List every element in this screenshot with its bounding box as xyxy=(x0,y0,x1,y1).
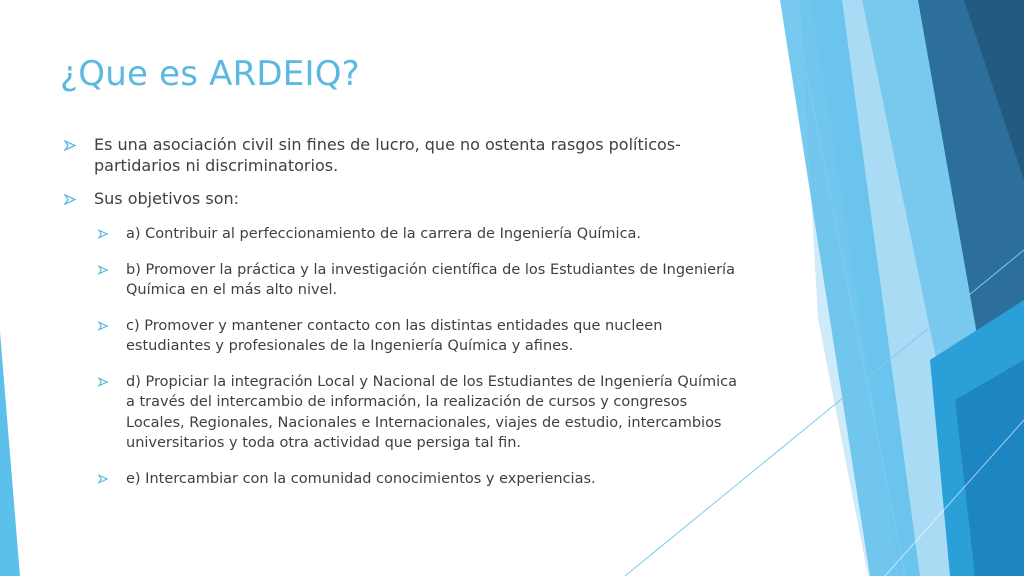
bullet-text: a) Contribuir al perfeccionamiento de la carrera de Ingeniería Química. xyxy=(126,226,642,242)
bullet-text: Sus objetivos son: xyxy=(94,189,240,208)
bullet-text: d) Propiciar la integración Local y Nacional de los Estudiantes de Ingeniería Química a través del intercambio de información, la realización de cursos y congresos Locales, Regionales, Nacionales e Internacionales, viajes de estudio, intercambios universitarios y toda otra actividad que persiga tal fin. xyxy=(126,373,737,451)
bullet-item xyxy=(64,134,744,176)
left-edge-shape xyxy=(0,332,20,576)
bullet-text: Es una asociación civil sin fines de lucro, que no ostenta rasgos políticos-partidarios ni discriminatorios. xyxy=(94,135,681,175)
bullet-item xyxy=(64,188,744,209)
arrow-bullet-icon xyxy=(98,229,108,239)
bullet-text: e) Intercambiar con la comunidad conocimientos y experiencias. xyxy=(126,470,596,487)
bullet-text: c) Promover y mantener contacto con las distintas entidades que nucleen estudiantes y profesionales de la Ingeniería Química y afines. xyxy=(126,317,663,354)
arrow-bullet-icon xyxy=(98,377,108,387)
sub-bullet-item xyxy=(98,224,744,245)
sub-bullet-item xyxy=(98,316,744,357)
bullet-list xyxy=(64,134,744,489)
bullet-text: b) Promover la práctica y la investigación científica de los Estudiantes de Ingeniería Química en el más alto nivel. xyxy=(126,261,735,298)
arrow-bullet-icon xyxy=(64,194,76,205)
sub-bullet-item xyxy=(98,260,744,301)
arrow-bullet-icon xyxy=(98,321,108,331)
sub-bullet-item xyxy=(98,372,744,454)
sub-bullet-item xyxy=(98,469,744,490)
arrow-bullet-icon xyxy=(98,474,108,484)
arrow-bullet-icon xyxy=(98,265,108,275)
arrow-bullet-icon xyxy=(64,140,76,151)
slide-title: ¿Que es ARDEIQ? xyxy=(60,54,360,94)
